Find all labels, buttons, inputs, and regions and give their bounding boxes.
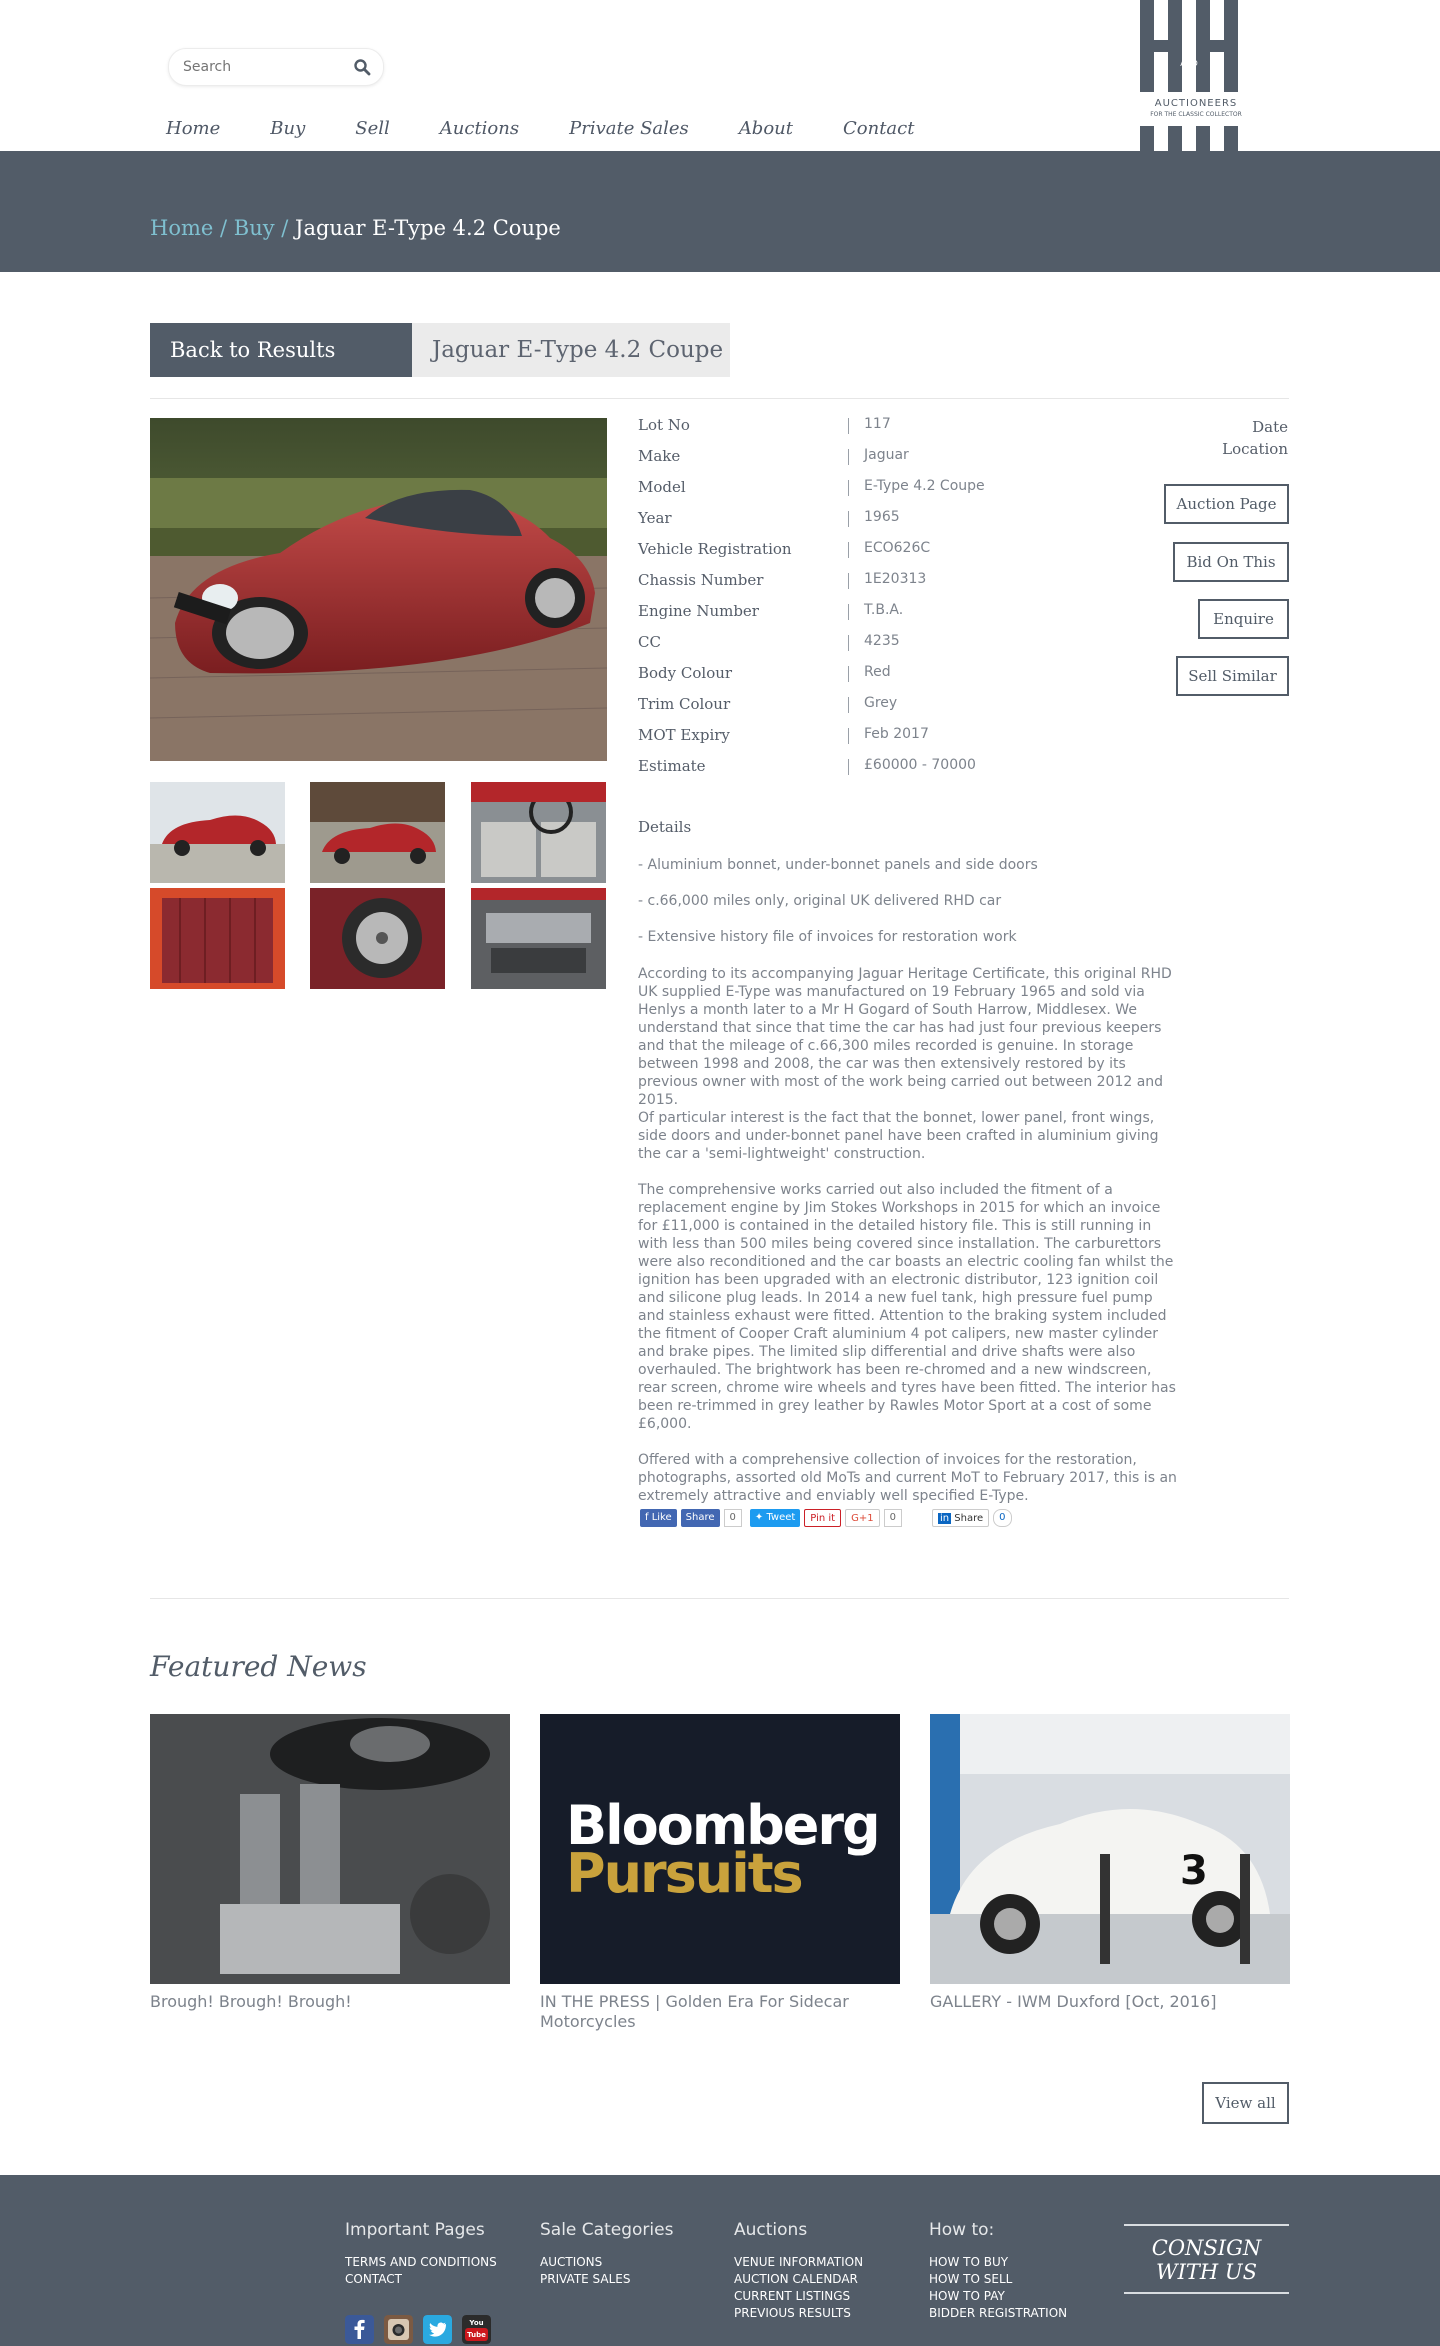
back-to-results-button[interactable]: Back to Results <box>150 323 412 377</box>
footer-heading: Auctions <box>734 2220 808 2240</box>
details-paragraph <box>638 965 1178 1505</box>
svg-text:You: You <box>469 2319 484 2327</box>
breadcrumb-current: Jaguar E-Type 4.2 Coupe <box>295 216 561 240</box>
details-bullet: - Aluminium bonnet, under-bonnet panels and side doors <box>638 857 1038 873</box>
spec-separator <box>848 480 849 496</box>
hh-logo-mark <box>1138 0 1254 152</box>
spec-row <box>638 447 1158 478</box>
svg-text:AND: AND <box>1180 59 1198 68</box>
details-text: According to its accompanying Jaguar Heritage Certificate, this original RHD UK supplied E-Type was manufactured on 19 February 1965 and sold via Henlys a month later to a Mr H Gogard of South Harrow, Middlesex. We understand that since that time the car has had just four previous keepers and that the mileage of c.66,300 miles recorded is genuine. In storage between 1998 and 2008, the car was then extensively restored by its previous owner with most of the work being carried out between 2012 and 2015. <box>638 966 1172 1108</box>
news-caption[interactable]: GALLERY - IWM Duxford [Oct, 2016] <box>930 1992 1217 2011</box>
search-input[interactable] <box>181 57 345 77</box>
divider <box>150 398 1289 399</box>
main-car-photo[interactable] <box>150 418 607 761</box>
nav-private-sales[interactable]: Private Sales <box>569 118 689 139</box>
thumbnail-5[interactable] <box>310 888 445 989</box>
enquire-button[interactable]: Enquire <box>1198 599 1289 639</box>
spec-separator <box>848 511 849 527</box>
spec-separator <box>848 573 849 589</box>
facebook-icon[interactable] <box>345 2315 374 2344</box>
thumbnail-3[interactable] <box>471 782 606 883</box>
news-card[interactable] <box>150 1714 510 2012</box>
footer-column-important-pages <box>345 2220 497 2288</box>
footer-column-sale-categories <box>540 2220 673 2288</box>
spec-label: Chassis Number <box>638 571 764 589</box>
view-all-button[interactable]: View all <box>1202 2082 1289 2124</box>
linkedin-share-label: Share <box>954 1513 984 1524</box>
footer-column-how-to <box>929 2220 1067 2322</box>
lot-title: Jaguar E-Type 4.2 Coupe <box>412 323 730 377</box>
youtube-icon[interactable] <box>462 2315 491 2344</box>
footer-link[interactable]: PREVIOUS RESULTS <box>734 2306 851 2320</box>
search-box[interactable] <box>168 48 384 86</box>
details-bullet: - Extensive history file of invoices for restoration work <box>638 929 1017 945</box>
details-text: Offered with a comprehensive collection of invoices for the restoration, photographs, assorted old MoTs and current MoT to February 2017, this is an extremely attractive and enviably well specified E-Type. <box>638 1452 1177 1504</box>
spec-value: 117 <box>864 416 891 432</box>
footer-link[interactable]: HOW TO PAY <box>929 2289 1005 2303</box>
logo-text: AUCTIONEERS <box>1154 98 1238 109</box>
thumbnail-1[interactable] <box>150 782 285 883</box>
thumbnail-6[interactable] <box>471 888 606 989</box>
details-text: Of particular interest is the fact that the bonnet, lower panel, front wings, side doors and under-bonnet panel have been crafted in aluminium giving the car a 'semi-lightweight' construction. <box>638 1110 1159 1162</box>
breadcrumb-home[interactable]: Home <box>150 216 214 240</box>
details-heading: Details <box>638 818 692 836</box>
spec-row <box>638 571 1158 602</box>
featured-news-heading: Featured News <box>150 1650 367 1683</box>
thumbnail-4[interactable] <box>150 888 285 989</box>
footer-heading: Sale Categories <box>540 2220 674 2240</box>
footer-column-auctions <box>734 2220 863 2322</box>
footer-link[interactable]: AUCTION CALENDAR <box>734 2272 858 2286</box>
nav-sell[interactable]: Sell <box>355 118 390 139</box>
spec-separator <box>848 418 849 434</box>
spec-row <box>638 602 1158 633</box>
spec-separator <box>848 666 849 682</box>
twitter-icon: ✦ <box>754 1512 767 1523</box>
footer-link[interactable]: BIDDER REGISTRATION <box>929 2306 1068 2320</box>
spec-value: 1965 <box>864 509 900 525</box>
spec-row <box>638 540 1158 571</box>
spec-separator <box>848 635 849 651</box>
gplus-count: 0 <box>884 1509 902 1527</box>
footer-link[interactable]: PRIVATE SALES <box>540 2272 631 2286</box>
footer-link[interactable]: TERMS AND CONDITIONS <box>345 2255 497 2269</box>
facebook-like-button[interactable] <box>640 1509 677 1527</box>
footer-heading: Important Pages <box>345 2220 485 2240</box>
spec-value: Jaguar <box>864 447 909 463</box>
spec-value: E-Type 4.2 Coupe <box>864 478 985 494</box>
logo-subtext: FOR THE CLASSIC COLLECTOR <box>1150 111 1242 118</box>
consign-line-2: WITH US <box>1156 2260 1257 2284</box>
nav-buy[interactable]: Buy <box>270 118 306 139</box>
spec-value: T.B.A. <box>864 602 904 618</box>
spec-label: MOT Expiry <box>638 726 730 744</box>
breadcrumb-buy[interactable]: Buy <box>233 216 275 240</box>
news-caption[interactable]: IN THE PRESS | Golden Era For Sidecar Motorcycles <box>540 1992 849 2031</box>
tweet-button[interactable] <box>750 1509 800 1527</box>
svg-text:Tube: Tube <box>467 2331 486 2339</box>
footer-social-icons <box>345 2315 501 2344</box>
spec-label: Trim Colour <box>638 695 731 713</box>
spec-separator <box>848 542 849 558</box>
pursuits-logo-text: Pursuits <box>566 1842 802 1905</box>
footer-link[interactable]: CONTACT <box>345 2272 402 2286</box>
linkedin-share-button[interactable] <box>932 1509 989 1527</box>
svg-text:3: 3 <box>1180 1848 1208 1894</box>
nav-auctions[interactable]: Auctions <box>439 118 520 139</box>
news-image[interactable] <box>150 1714 510 1984</box>
linkedin-count: 0 <box>993 1509 1011 1527</box>
spec-value: 4235 <box>864 633 900 649</box>
sell-similar-button[interactable]: Sell Similar <box>1176 656 1289 696</box>
news-caption[interactable]: Brough! Brough! Brough! <box>150 1992 352 2011</box>
spec-separator <box>848 697 849 713</box>
thumbnail-2[interactable] <box>310 782 445 883</box>
nav-about[interactable]: About <box>738 118 793 139</box>
spec-value: Feb 2017 <box>864 726 929 742</box>
spec-value: £60000 - 70000 <box>864 757 976 773</box>
breadcrumb <box>150 216 561 240</box>
footer-link[interactable]: VENUE INFORMATION <box>734 2255 864 2269</box>
footer-link[interactable]: CURRENT LISTINGS <box>734 2289 851 2303</box>
spec-label: Vehicle Registration <box>638 540 792 558</box>
bid-on-this-button[interactable]: Bid On This <box>1173 542 1289 582</box>
nav-contact[interactable]: Contact <box>843 118 915 139</box>
spec-separator <box>848 449 849 465</box>
spec-label: Engine Number <box>638 602 759 620</box>
instagram-icon[interactable] <box>384 2315 413 2344</box>
bloomberg-logo-text: Bloomberg <box>566 1794 879 1857</box>
date-location <box>1222 416 1288 460</box>
twitter-icon[interactable] <box>423 2315 452 2344</box>
nav-home[interactable]: Home <box>166 118 221 139</box>
site-logo[interactable] <box>1138 0 1254 152</box>
news-image[interactable] <box>930 1714 1290 1984</box>
spec-row <box>638 416 1158 447</box>
details-text: The comprehensive works carried out also included the fitment of a replacement engine by Jim Stokes Workshops in 2015 for which an invoice for £11,000 is contained in the detailed history file. This is still running in with less than 500 miles being covered since installation. The carburettors were also reconditioned and the car boasts an electric cooling fan whilst the ignition has been upgraded with an electronic distributor, 123 ignition coil and silicone plug leads. In 2014 a new fuel tank, high pressure fuel pump and stainless exhaust were fitted. Attention to the braking system included the fitment of Cooper Craft aluminium 4 pot calipers, new master cylinder and brake pipes. The limited slip differential and drive shafts were also overhauled. The brightwork has been re-chromed and a new windscreen, rear screen, chrome wire wheels and tyres have been fitted. The interior has been re-trimmed in grey leather by Rawles Motor Sport at a cost of some £6,000. <box>638 1182 1176 1432</box>
breadcrumb-sep: / <box>220 216 228 240</box>
spec-label: Estimate <box>638 757 706 775</box>
breadcrumb-sep: / <box>281 216 289 240</box>
spec-row <box>638 726 1158 757</box>
spec-value: ECO626C <box>864 540 931 556</box>
spec-label: Make <box>638 447 681 465</box>
spec-label: Year <box>638 509 672 527</box>
location-label: Location <box>1222 440 1288 458</box>
spec-row <box>638 633 1158 664</box>
paragraph-gap <box>638 1163 1178 1181</box>
spec-label: Body Colour <box>638 664 733 682</box>
spec-label: Model <box>638 478 686 496</box>
consign-with-us-button[interactable] <box>1124 2224 1289 2294</box>
spec-separator <box>848 759 849 775</box>
footer-heading: How to: <box>929 2220 995 2240</box>
spec-separator <box>848 604 849 620</box>
spec-table <box>638 416 1158 788</box>
social-share-bar <box>640 1508 1020 1528</box>
spec-value: 1E20313 <box>864 571 927 587</box>
facebook-count: 0 <box>724 1509 742 1527</box>
paragraph-gap <box>638 1433 1178 1451</box>
divider <box>150 1598 1289 1599</box>
spec-value: Red <box>864 664 891 680</box>
spec-value: Grey <box>864 695 898 711</box>
linkedin-icon: in <box>939 1513 950 1524</box>
tweet-label: Tweet <box>766 1512 796 1523</box>
spec-separator <box>848 728 849 744</box>
details-bullet: - c.66,000 miles only, original UK delivered RHD car <box>638 893 1002 909</box>
pinit-button[interactable]: Pin it <box>804 1509 841 1527</box>
auction-page-button[interactable]: Auction Page <box>1164 484 1289 524</box>
search-icon[interactable] <box>353 58 371 76</box>
main-nav <box>166 118 964 150</box>
gplus-button[interactable]: G+1 <box>845 1509 880 1527</box>
date-label: Date <box>1252 418 1288 436</box>
footer-link[interactable]: HOW TO SELL <box>929 2272 1013 2286</box>
facebook-share-button[interactable]: Share <box>681 1509 720 1527</box>
spec-row <box>638 478 1158 509</box>
spec-row <box>638 509 1158 540</box>
consign-line-1: CONSIGN <box>1151 2236 1262 2260</box>
facebook-like-label: Like <box>651 1512 672 1523</box>
spec-label: CC <box>638 633 661 651</box>
footer-link[interactable]: HOW TO BUY <box>929 2255 1009 2269</box>
spec-row <box>638 695 1158 726</box>
page-banner <box>0 151 1440 272</box>
facebook-icon: f <box>645 1512 652 1523</box>
news-card[interactable] <box>930 1714 1290 2012</box>
spec-label: Lot No <box>638 416 690 434</box>
news-image[interactable] <box>540 1714 900 1984</box>
news-card[interactable] <box>540 1714 900 2032</box>
spec-row <box>638 664 1158 695</box>
spec-row <box>638 757 1158 788</box>
footer-link[interactable]: AUCTIONS <box>540 2255 603 2269</box>
